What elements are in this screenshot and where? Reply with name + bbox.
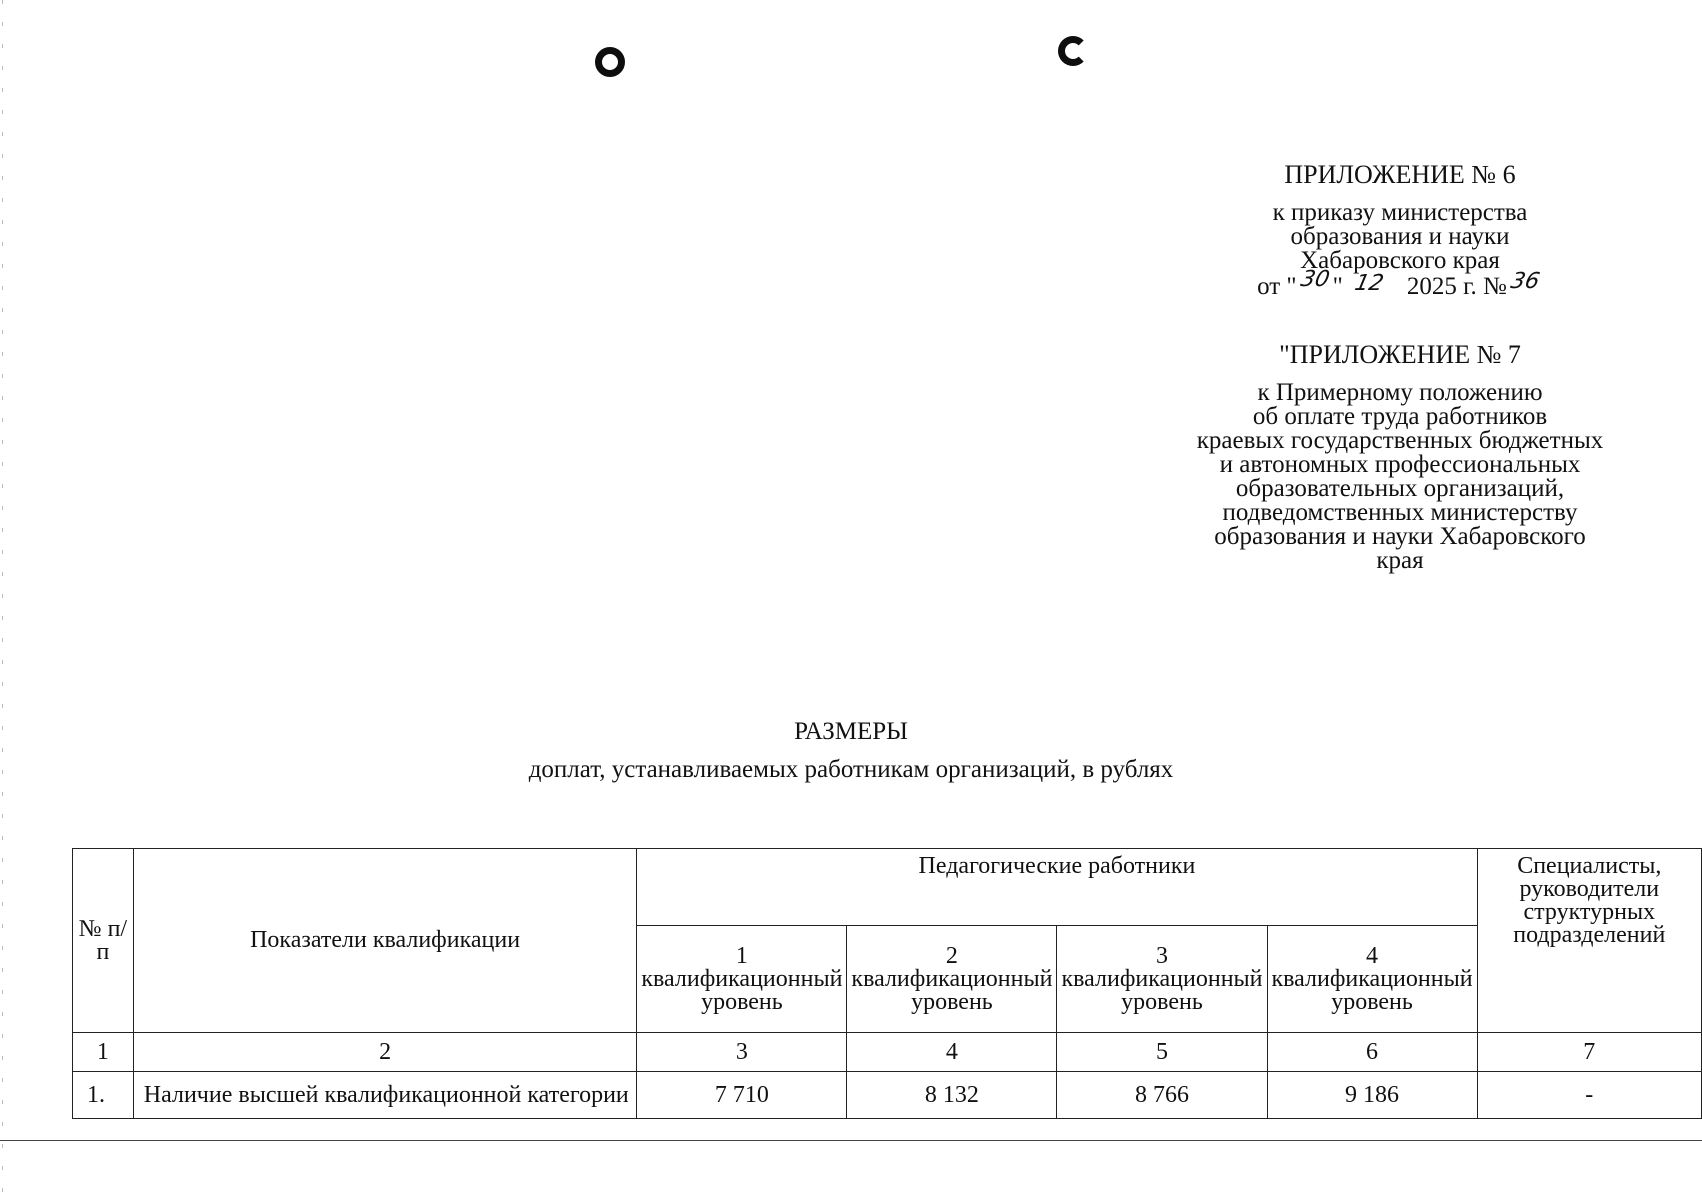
annex7-line: и автономных профессиональных <box>1219 451 1581 478</box>
header-num: № п/п <box>73 849 134 1033</box>
annex7-block <box>1160 340 1640 574</box>
scan-edge <box>2 0 3 1200</box>
annex7-line: края <box>1376 547 1424 574</box>
header-indicators: Показатели квалификации <box>133 849 637 1033</box>
table-row <box>73 1072 1702 1119</box>
annex7-line: к Примерному положению <box>1257 379 1543 406</box>
annex7-line: образования и науки Хабаровского <box>1214 523 1586 550</box>
date-prefix: от " <box>1257 273 1297 300</box>
annex7-title: "ПРИЛОЖЕНИЕ № 7 <box>1279 340 1521 369</box>
document-subtitle: доплат, устанавливаемых работникам организаций, в рублях <box>528 756 1174 783</box>
header-level-1: 1 квалификационный уровень <box>637 926 847 1033</box>
row-value: 8 132 <box>847 1072 1057 1119</box>
handwritten-month: 12 <box>1352 271 1386 296</box>
document-title: РАЗМЕРЫ <box>794 718 908 745</box>
row-indicator: Наличие высшей квалификационной категории <box>133 1072 637 1119</box>
column-number: 3 <box>637 1033 847 1072</box>
header-level-2: 2 квалификационный уровень <box>847 926 1057 1033</box>
allowance-table <box>72 848 1702 1119</box>
column-number-row <box>73 1033 1702 1072</box>
annex7-line: образовательных организаций, <box>1235 475 1565 502</box>
annex6-date-line <box>1160 267 1640 300</box>
row-value: 9 186 <box>1267 1072 1477 1119</box>
punch-hole-icon <box>595 47 625 77</box>
row-value: 8 766 <box>1057 1072 1267 1119</box>
annex6-block <box>1160 160 1640 300</box>
row-value: 7 710 <box>637 1072 847 1119</box>
row-value: - <box>1477 1072 1701 1119</box>
column-number: 6 <box>1267 1033 1477 1072</box>
column-number: 5 <box>1057 1033 1267 1072</box>
row-index: 1. <box>73 1072 134 1119</box>
date-year: 2025 г. № <box>1406 273 1507 300</box>
annex7-line: об оплате труда работников <box>1252 403 1548 430</box>
annex6-line: образования и науки <box>1290 223 1510 250</box>
date-quote: " <box>1332 273 1343 300</box>
handwritten-day: 30 <box>1298 267 1332 292</box>
column-number: 7 <box>1477 1033 1701 1072</box>
annex6-title: ПРИЛОЖЕНИЕ № 6 <box>1284 160 1516 189</box>
header-specialists: Специалисты, руководители структурных подразделений <box>1477 849 1701 1033</box>
header-pedagogical: Педагогические работники <box>637 849 1477 926</box>
punch-hole-icon <box>1058 36 1088 66</box>
annex7-line: подведомственных министерству <box>1222 499 1578 526</box>
annex6-line: Хабаровского края <box>1300 247 1500 274</box>
column-number: 1 <box>73 1033 134 1072</box>
page-cut-line <box>0 1140 1702 1141</box>
column-number: 2 <box>133 1033 637 1072</box>
header-level-4: 4 квалификационный уровень <box>1267 926 1477 1033</box>
column-number: 4 <box>847 1033 1057 1072</box>
annex7-line: краевых государственных бюджетных <box>1196 427 1604 454</box>
handwritten-number: 36 <box>1508 269 1542 294</box>
header-level-3: 3 квалификационный уровень <box>1057 926 1267 1033</box>
annex6-line: к приказу министерства <box>1272 199 1528 226</box>
